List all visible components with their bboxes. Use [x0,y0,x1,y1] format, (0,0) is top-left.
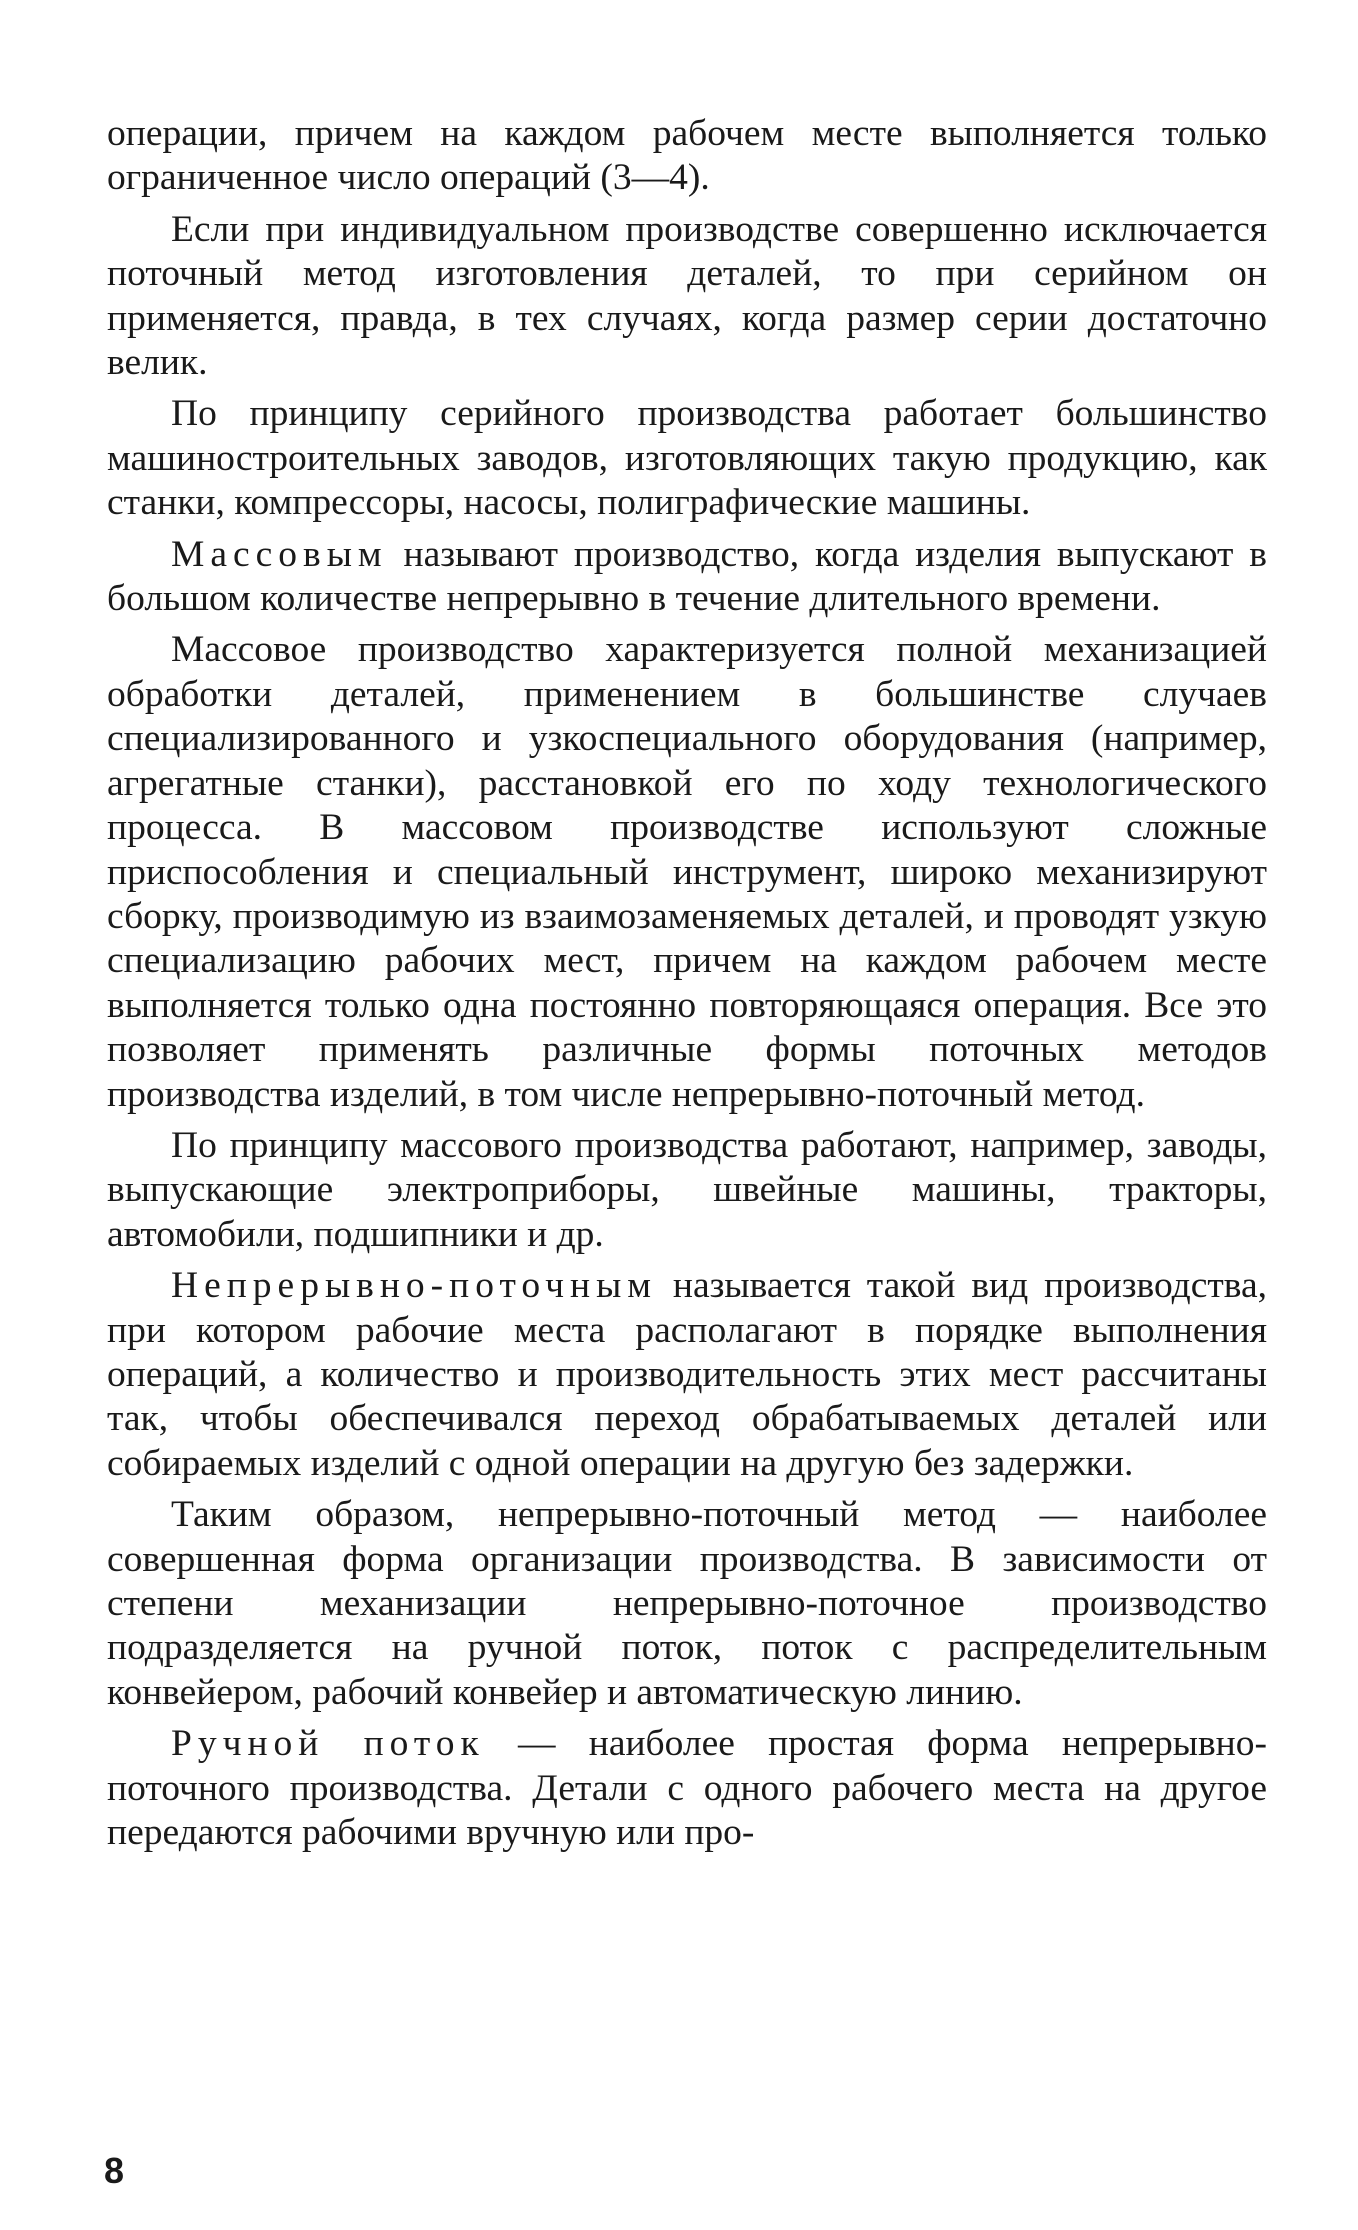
paragraph-mass-definition [107,533,1267,622]
manual-flow-text: — наиболее простая форма непрерывно-поточного производства. Детали с одного рабочего места на другое передаются рабочими вручную или про- [107,1723,1267,1854]
term-mass: Массовым [171,533,388,575]
paragraph-continuation: операции, причем на каждом рабочем месте выполняется только ограниченное число операций (3—4). [107,113,1267,199]
mass-definition-text: называют производство, когда изделия выпускают в большом количестве непрерывно в течение длительного времени. [107,533,1267,620]
term-continuous-flow: Непрерывно-поточным [171,1265,657,1307]
continuous-flow-text: называется такой вид производства, при котором рабочие места располагают в порядке выполнения операций, а количество и производительность этих мест рассчитаны так, чтобы обеспечивался переход обрабатываемых деталей или собираемых изделий с одной операции на другую без задержки. [107,1265,1267,1484]
paragraph-continuous-flow-definition [107,1264,1267,1486]
page-body [107,112,1267,1855]
paragraph-mass-characteristics: Массовое производство характеризуется полной механизацией обработки деталей, применением в большинстве случаев специализированного и узкоспециального оборудования (например, агрегатные станки), расстановкой его по ходу технологического процесса. В массовом производстве используют сложные приспособления и специальный инструмент, широко механизируют сборку, производимую из взаимозаменяемых деталей, и проводят узкую специализацию рабочих мест, причем на каждом рабочем месте выполняется только одна постоянно повторяющаяся операция. Все это позволяет применять различные формы поточных методов производства изделий, в том числе непрерывно-поточный метод. [107,629,1267,1115]
paragraph-serial-plants: По принципу серийного производства работает большинство машиностроительных заводов, изготовляющих такую продукцию, как станки, компрессоры, насосы, полиграфические машины. [107,393,1267,524]
paragraph-manual-flow [107,1722,1267,1855]
paragraph-mass-plants: По принципу массового производства работают, например, заводы, выпускающие электроприборы, швейные машины, тракторы, автомобили, подшипники и др. [107,1124,1267,1255]
term-manual-flow: Ручной поток [171,1723,485,1765]
page-number: 8 [104,2150,125,2191]
paragraph-flow-types: Таким образом, непрерывно-поточный метод — наиболее совершенная форма организации производства. В зависимости от степени механизации непрерывно-поточное производство подразделяется на ручной поток, поток с распределительным конвейером, рабочий конвейер и автоматическую линию. [107,1494,1267,1713]
paragraph-serial-flow: Если при индивидуальном производстве совершенно исключается поточный метод изготовления деталей, то при серийном он применяется, правда, в тех случаях, когда размер серии достаточно велик. [107,208,1267,384]
